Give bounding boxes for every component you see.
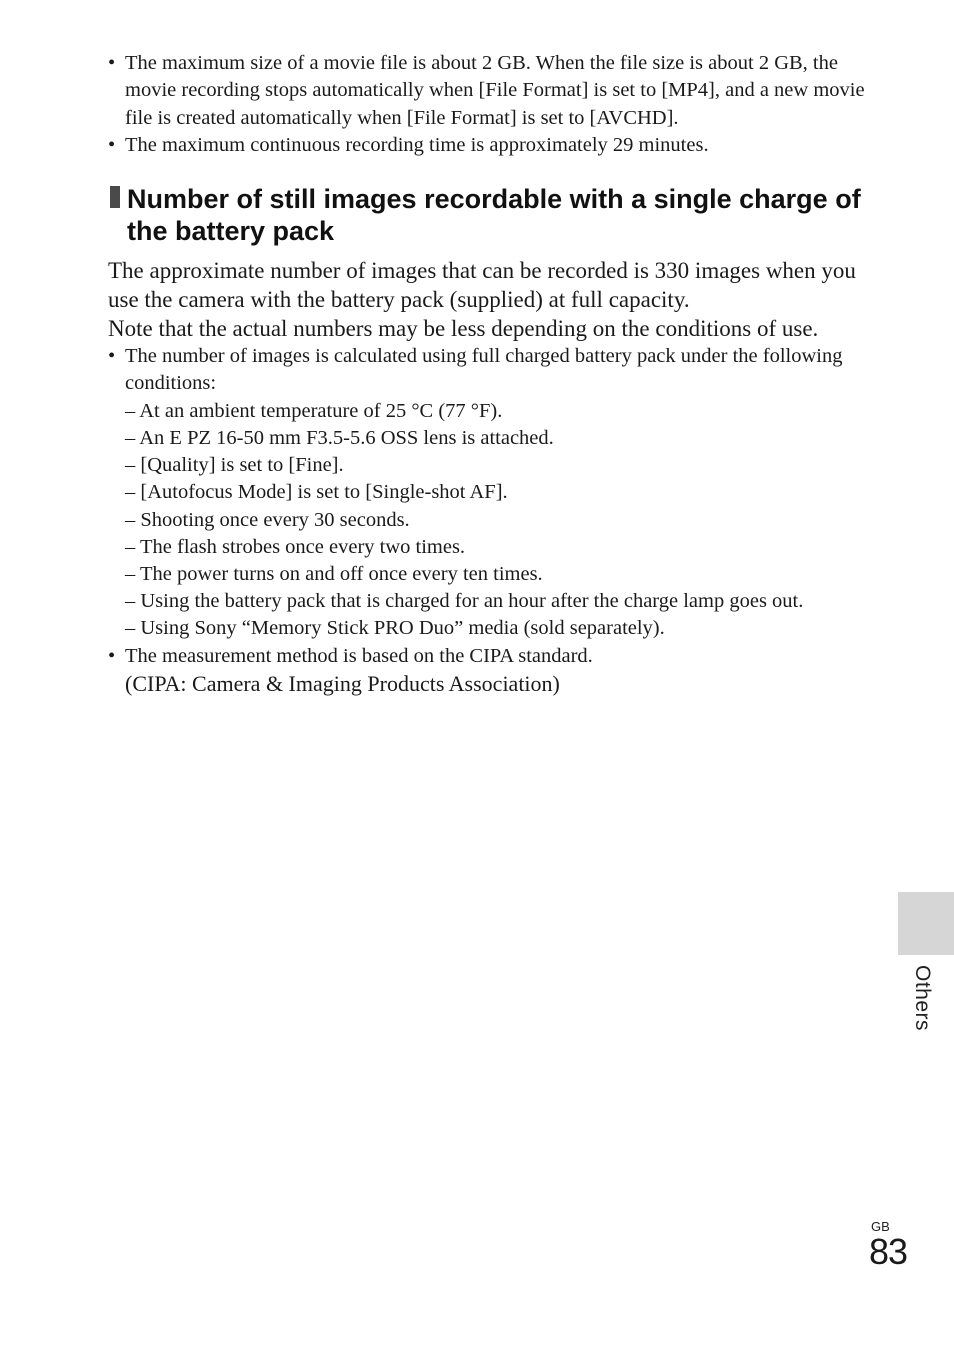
condition-item: – [Autofocus Mode] is set to [Single-shot AF]. (125, 481, 508, 504)
note-file-size (108, 50, 868, 132)
condition-item: – An E PZ 16-50 mm F3.5-5.6 OSS lens is attached. (125, 426, 554, 449)
conditions-bullet (108, 343, 868, 398)
region-code: GB (871, 1219, 890, 1234)
condition-item: – The power turns on and off once every ten times. (125, 563, 543, 585)
measurement-text: The measurement method is based on the CIPA standard. (125, 644, 593, 667)
bullet: • (108, 133, 116, 156)
page-content (108, 50, 868, 698)
condition-item: – At an ambient temperature of 25 °C (77 °F). (125, 399, 503, 422)
condition-item: – The flash strobes once every two times. (125, 535, 466, 558)
section-heading (108, 183, 868, 247)
note-text: The maximum continuous recording time is approximately 29 minutes. (125, 133, 709, 156)
bullet: • (108, 345, 116, 368)
intro-paragraph: The approximate number of images that can be recorded is 330 images when you use the camera with the battery pack (supplied) at full capacity. (108, 258, 856, 313)
condition-item: – Shooting once every 30 seconds. (125, 508, 410, 531)
conditions-list (108, 398, 868, 643)
section-tab (898, 892, 954, 955)
bullet: • (108, 644, 116, 667)
note-text: The maximum size of a movie file is about 2 GB. When the file size is about 2 GB, the movie recording stops automatically when [File Format] is set to [MP4], and a new movie file is created automatically when [File Format] is set to [AVCHD]. (125, 52, 865, 129)
page-number: 83 (869, 1231, 908, 1272)
conditions-intro: The number of images is calculated using full charged battery pack under the following conditions: (125, 345, 843, 395)
condition-item: – Using the battery pack that is charged for an hour after the charge lamp goes out. (125, 590, 804, 613)
note-recording-time (108, 132, 868, 159)
condition-item: – [Quality] is set to [Fine]. (125, 454, 344, 477)
condition-item: – Using Sony “Memory Stick PRO Duo” media (sold separately). (125, 617, 665, 640)
measurement-bullet (108, 643, 868, 670)
intro-note-paragraph: Note that the actual numbers may be less depending on the conditions of use. (108, 316, 819, 342)
heading-marker-icon (110, 186, 120, 208)
section-tab-label: Others (911, 965, 934, 1032)
bullet: • (108, 52, 116, 74)
section-heading-text: Number of still images recordable with a single charge of the battery pack (127, 184, 861, 247)
cipa-note: (CIPA: Camera & Imaging Products Association) (125, 670, 560, 696)
